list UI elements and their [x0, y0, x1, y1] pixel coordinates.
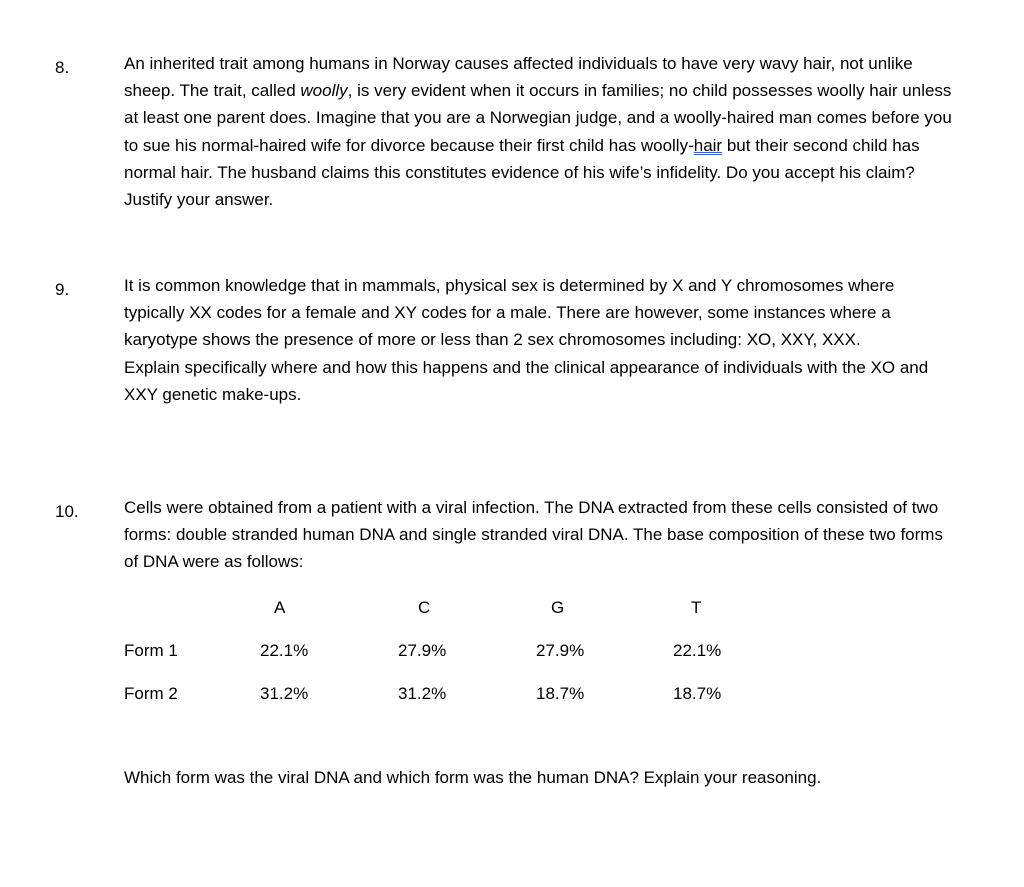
- table-row-label-form-1: Form 1: [124, 641, 178, 660]
- table-cell: 31.2%: [398, 684, 447, 703]
- question-8-paragraph: [124, 50, 954, 213]
- table-cell: 27.9%: [398, 641, 447, 660]
- table-cell: 31.2%: [260, 684, 309, 703]
- question-10-closing: Which form was the viral DNA and which form was the human DNA? Explain your reasoning.: [124, 768, 822, 787]
- question-8-number: 8.: [55, 58, 70, 77]
- spellcheck-flagged-word: hair: [693, 135, 723, 155]
- question-8-text-mid: , is very evident when it occurs in families; no child possesses woolly hair unless at least one parent does. Imagine that you are a Norwegian judge, and a woolly-haired man comes before you to sue his normal-haired wife for divorce because their first child has woolly-: [124, 81, 952, 155]
- table-cell: 18.7%: [536, 684, 585, 703]
- table-header-t: T: [691, 598, 702, 617]
- question-8-text-end: but their second child has normal hair. The husband claims this constitutes evidence of his wife’s infidelity. Do you accept his claim? Justify your answer.: [124, 135, 920, 210]
- table-header-a: A: [274, 598, 286, 617]
- question-9-text: [124, 272, 954, 408]
- question-10-intro: Cells were obtained from a patient with a viral infection. The DNA extracted from these cells consisted of two forms: double stranded human DNA and single stranded viral DNA. The base composition of these two forms of DNA were as follows:: [124, 498, 943, 572]
- table-cell: 22.1%: [673, 641, 722, 660]
- table-cell: 22.1%: [260, 641, 309, 660]
- table-header-c: C: [418, 598, 431, 617]
- question-8-text-start: An inherited trait among humans in Norway causes affected individuals to have very wavy hair, not unlike sheep. The trait, called: [124, 54, 913, 101]
- question-9-paragraph-2: Explain specifically where and how this happens and the clinical appearance of individuals with the XO and XXY genetic make-ups.: [124, 357, 929, 404]
- question-8-text: [124, 50, 954, 213]
- question-8-trait-name: woolly: [300, 81, 348, 101]
- table-cell: 27.9%: [536, 641, 585, 660]
- table-row-label-form-2: Form 2: [124, 684, 178, 703]
- table-header-g: G: [551, 598, 565, 617]
- question-9-number: 9.: [55, 280, 70, 299]
- question-9-paragraph-1: It is common knowledge that in mammals, physical sex is determined by X and Y chromosomes where typically XX codes for a female and XY codes for a male. There are however, some instances where a karyotype shows the presence of more or less than 2 sex chromosomes including: XO, XXY, XXX.: [124, 276, 895, 350]
- table-cell: 18.7%: [673, 684, 722, 703]
- question-10-number: 10.: [55, 502, 79, 521]
